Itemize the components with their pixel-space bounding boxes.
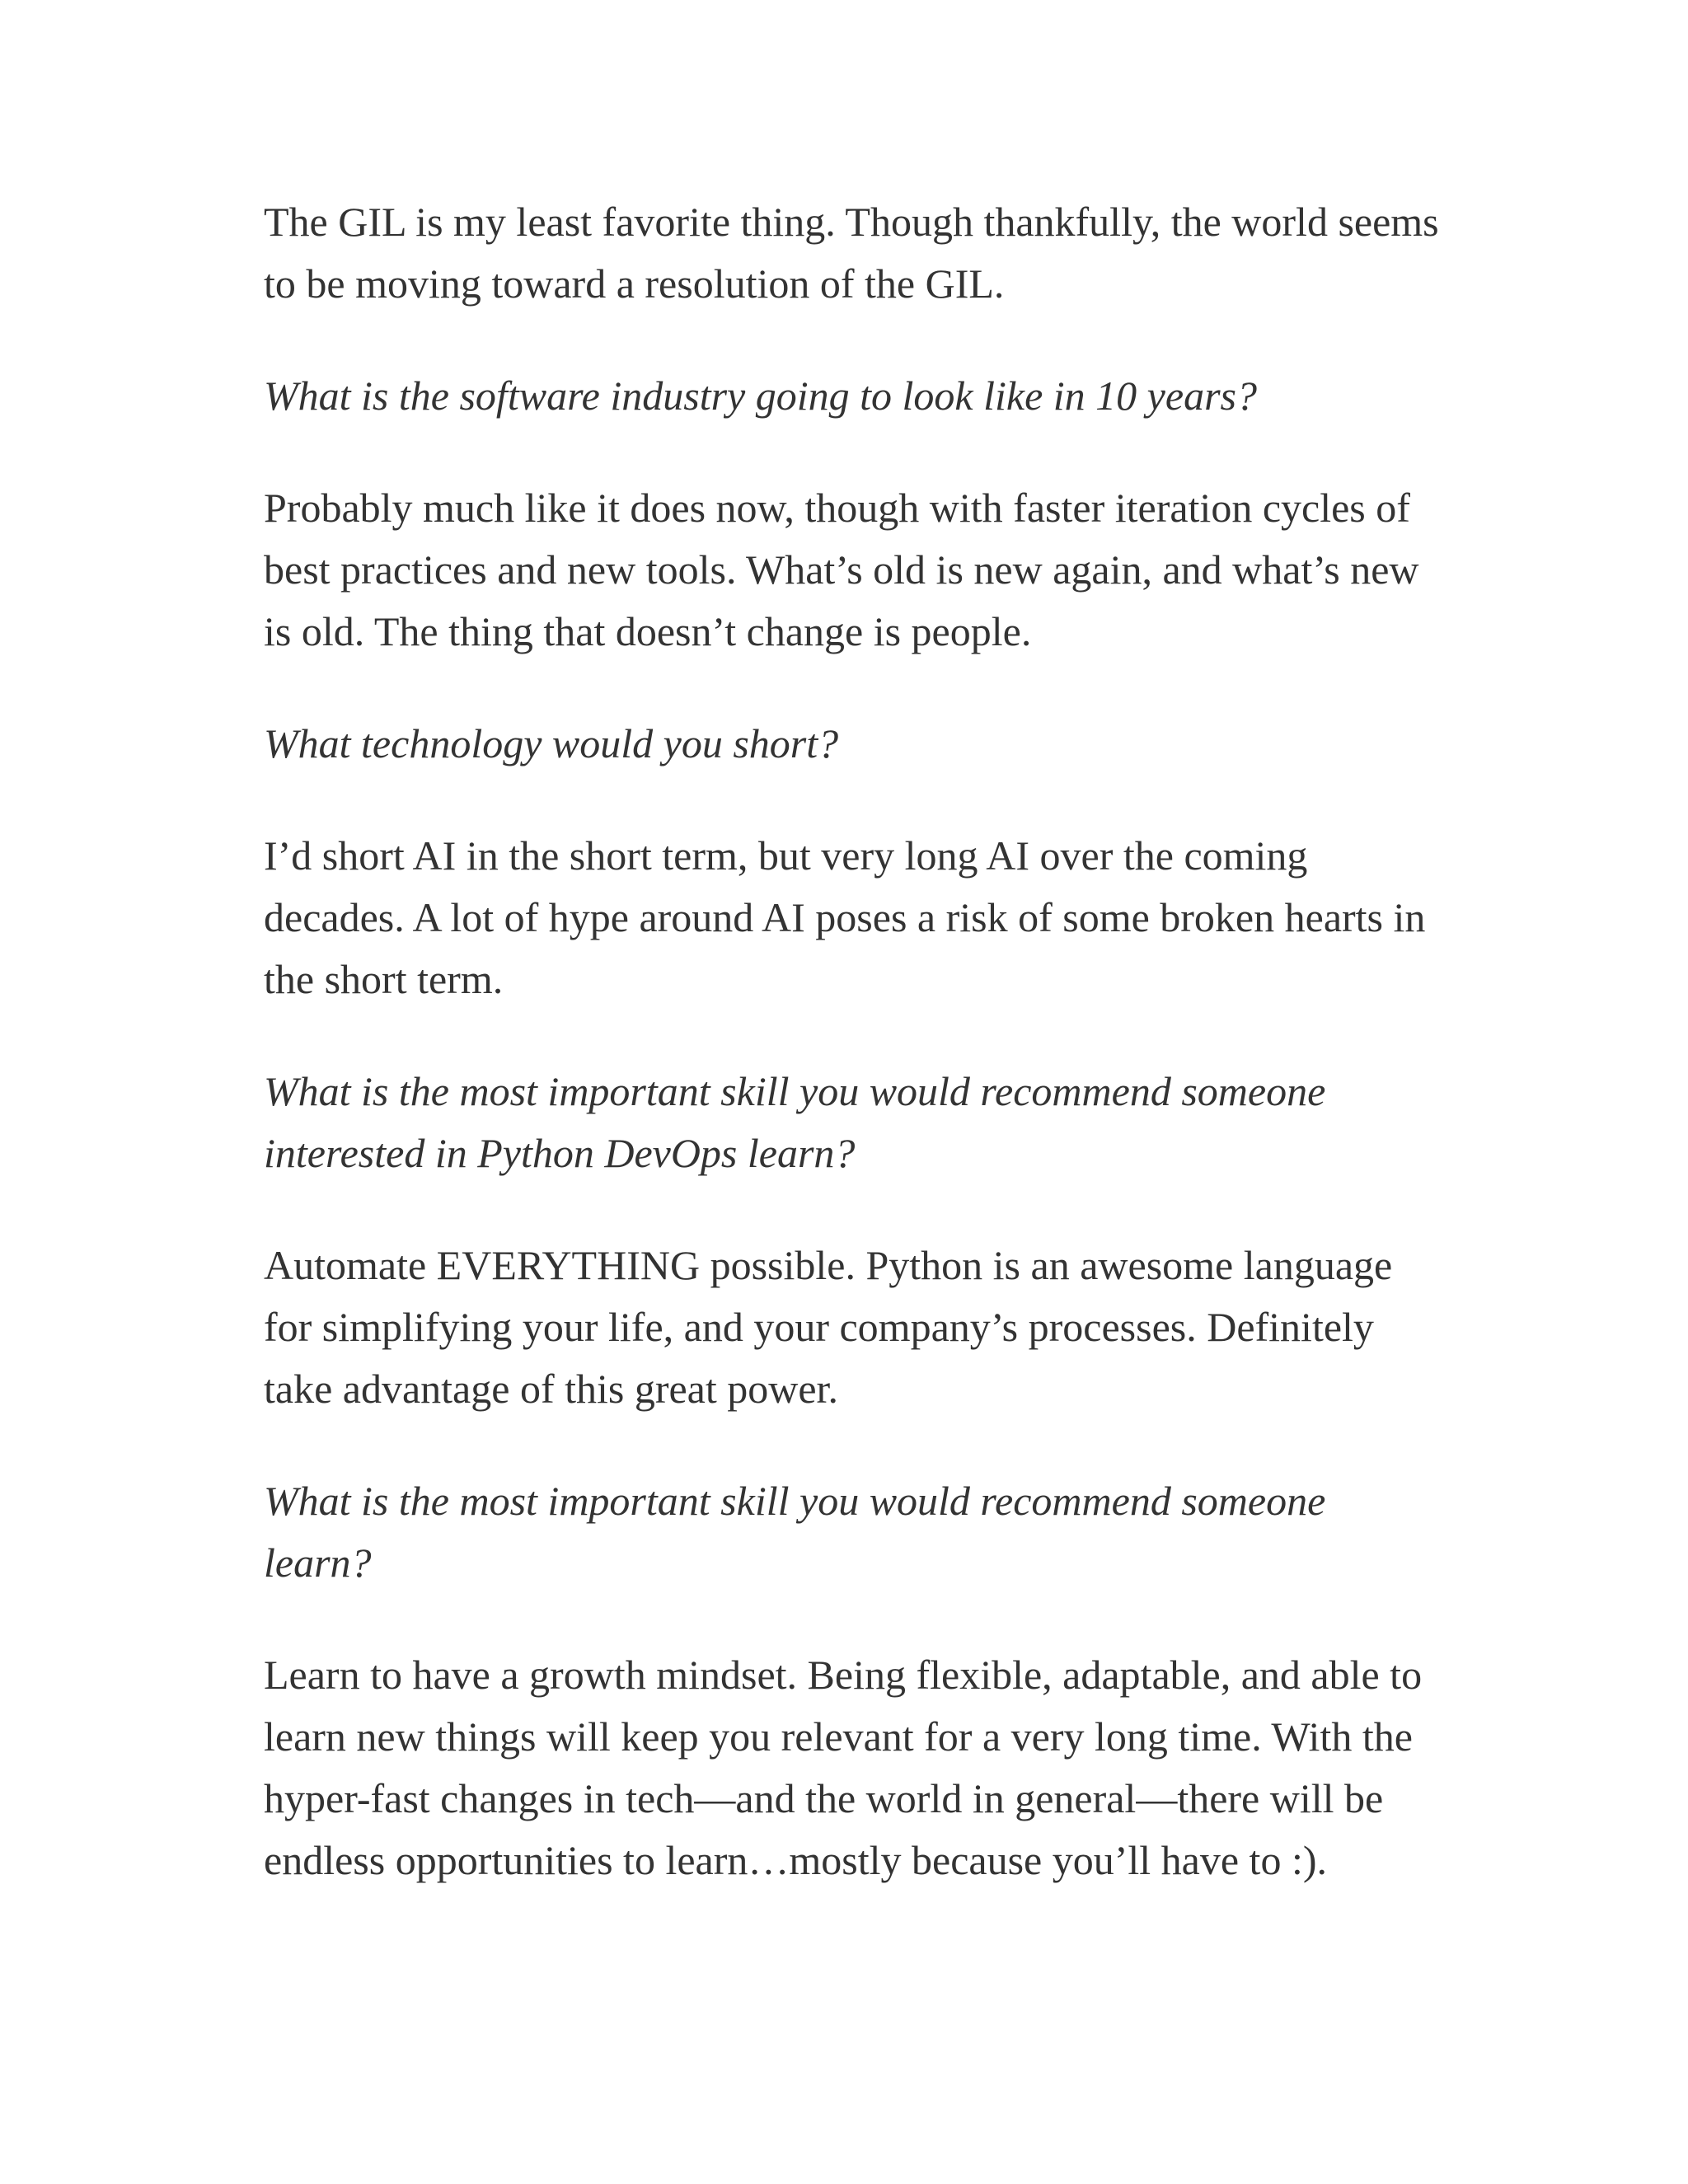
- question-paragraph: What technology would you short?: [264, 720, 839, 766]
- answer-paragraph: The GIL is my least favorite thing. Though thankfully, the world seems to be moving toward a resolution of the GIL.: [264, 199, 1439, 307]
- answer-paragraph: Learn to have a growth mindset. Being flexible, adaptable, and able to learn new things will keep you relevant for a very long time. With the hyper-fast changes in tech—and the world in general—there will be endless opportunities to learn…mostly because you’ll have to :).: [264, 1652, 1423, 1883]
- answer-paragraph: Automate EVERYTHING possible. Python is an awesome language for simplifying your life, and your company’s processes. Definitely take advantage of this great power.: [264, 1242, 1393, 1412]
- answer-paragraph: I’d short AI in the short term, but very long AI over the coming decades. A lot of hype around AI poses a risk of some broken hearts in the short term.: [264, 832, 1426, 1002]
- interview-article: [264, 191, 1441, 1891]
- answer-paragraph: Probably much like it does now, though with faster iteration cycles of best practices and new tools. What’s old is new again, and what’s new is old. The thing that doesn’t change is people.: [264, 485, 1419, 654]
- question-paragraph: What is the most important skill you would recommend someone interested in Python DevOps learn?: [264, 1068, 1326, 1176]
- question-paragraph: What is the software industry going to look like in 10 years?: [264, 373, 1257, 419]
- question-paragraph: What is the most important skill you would recommend someone learn?: [264, 1478, 1326, 1586]
